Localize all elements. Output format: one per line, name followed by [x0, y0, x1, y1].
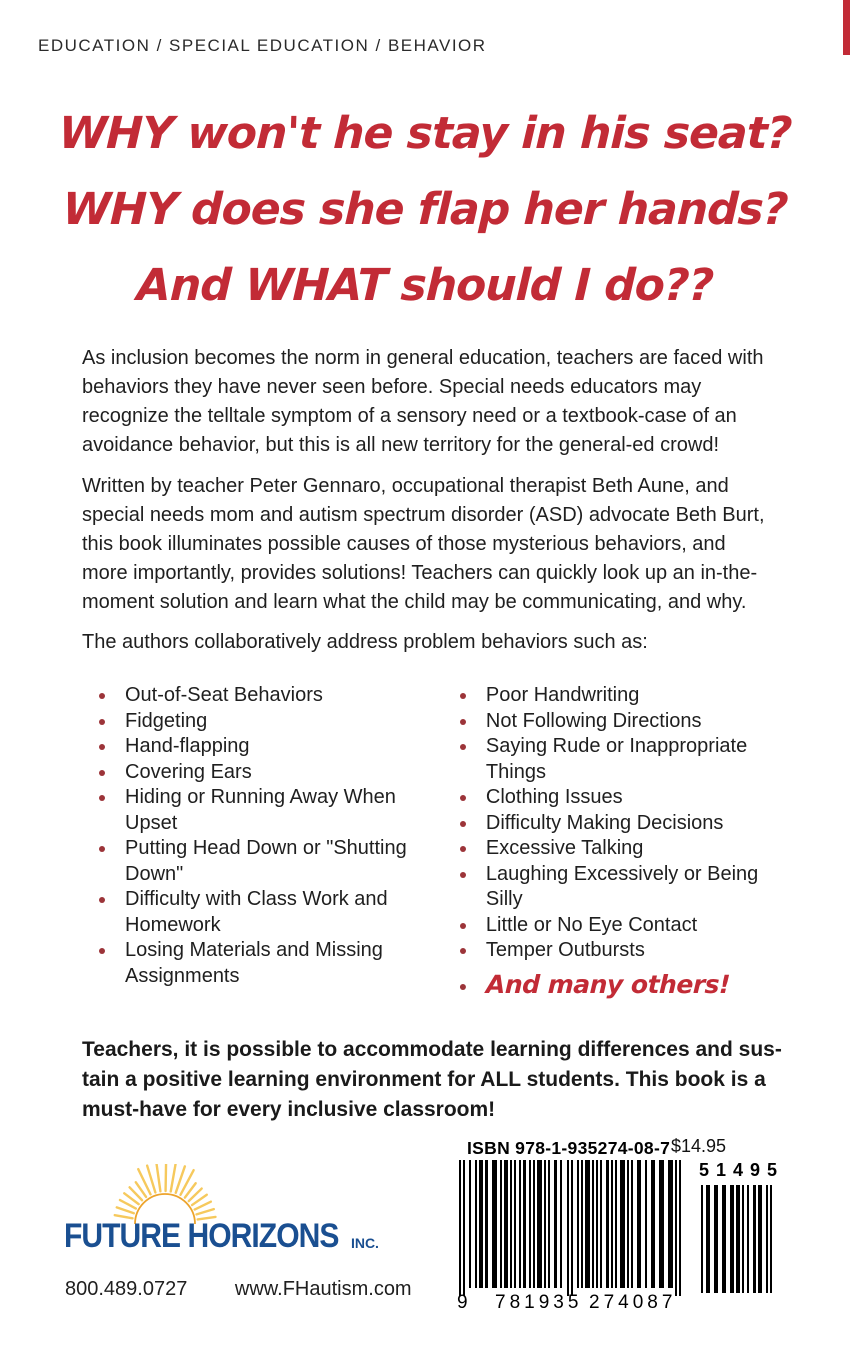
barcode-addon-icon	[699, 1185, 777, 1293]
category-line: EDUCATION / SPECIAL EDUCATION / BEHAVIOR	[38, 36, 487, 55]
website-url: www.FHautism.com	[234, 1278, 412, 1300]
bullet-item: Hiding or Running Away When Upset	[95, 785, 444, 836]
bullet-item: Out-of-Seat Behaviors	[95, 683, 444, 709]
paragraph-authors: Written by teacher Peter Gennaro, occupational therapist Beth Aune, and special needs mom and autism spectrum disorder (ASD) advocate Beth Burt, this book illuminates possible causes of those mysterious behaviors, and more importantly, provides solutions! Teachers can quickly look up an in-the-moment solution and learn what the child may be communicating, and why.	[82, 475, 765, 613]
price-label: $14.95	[671, 1136, 727, 1156]
bullet-item: Putting Head Down or "Shutting Down"	[95, 836, 444, 887]
bullet-item: Covering Ears	[95, 760, 444, 786]
headline-line-3: And WHAT should I do??	[136, 260, 714, 311]
phone-number: 800.489.0727	[65, 1278, 188, 1300]
bullet-item: Saying Rude or Inappropriate Things	[456, 734, 795, 785]
bullet-item: Excessive Talking	[456, 836, 795, 862]
barcode-digit-left: 9	[457, 1292, 472, 1313]
bullet-item: Difficulty with Class Work and Homework	[95, 887, 444, 938]
bullet-item: Not Following Directions	[456, 709, 795, 735]
headline	[0, 96, 850, 324]
bullet-item: Laughing Excessively or Being Silly	[456, 862, 795, 913]
bullet-item: Temper Outbursts	[456, 938, 795, 964]
barcode-main-icon	[455, 1160, 685, 1296]
closing-line: tain a positive learning environment for ALL students. This book is a	[82, 1068, 766, 1091]
closing-line: Teachers, it is possible to accommodate learning differences and sus-	[82, 1038, 782, 1061]
brand-row	[64, 1215, 379, 1256]
barcode-digit-mid: 781935	[495, 1292, 583, 1313]
brand-name: FUTURE HORIZONS	[64, 1215, 339, 1255]
bullet-list-left	[95, 683, 444, 989]
behavior-list-left	[95, 683, 444, 1000]
barcode-addon-digits: 51495	[699, 1160, 785, 1180]
bullet-item: Losing Materials and Missing Assignments	[95, 938, 444, 989]
bullet-item: Poor Handwriting	[456, 683, 795, 709]
barcode-addon	[699, 1160, 785, 1298]
brand-suffix: INC.	[350, 1235, 379, 1251]
closing-line: must-have for every inclusive classroom!	[82, 1098, 496, 1121]
closing-statement	[82, 1035, 792, 1125]
bullet-item: Hand-flapping	[95, 734, 444, 760]
bullet-item: Fidgeting	[95, 709, 444, 735]
bullet-item: Difficulty Making Decisions	[456, 811, 795, 837]
contact-row	[65, 1278, 412, 1301]
publisher-logo	[40, 1168, 379, 1258]
bullet-item: Little or No Eye Contact	[456, 913, 795, 939]
bullet-list-right	[456, 683, 795, 964]
barcode-block	[455, 1136, 785, 1323]
barcode-digit-right: 274087	[589, 1292, 677, 1313]
headline-line-1: WHY won't he stay in his seat?	[57, 108, 793, 159]
headline-line-2: WHY does she flap her hands?	[61, 184, 789, 235]
paragraph-list-intro: The authors collaboratively address problem behaviors such as:	[82, 631, 648, 653]
barcode-digits	[455, 1292, 685, 1316]
behavior-list-right	[456, 683, 795, 1000]
spine-accent-bar	[843, 0, 850, 55]
bullet-item: Clothing Issues	[456, 785, 795, 811]
behavior-lists	[95, 683, 795, 1000]
paragraph-inclusion: As inclusion becomes the norm in general education, teachers are faced with behaviors they have never seen before. Special needs educators may recognize the telltale symptom of a sensory need or a textbook-case of an avoidance behavior, but this is all new territory for the general-ed crowd!	[82, 347, 764, 456]
bullet-item-highlight: And many others!	[455, 970, 795, 1000]
isbn-label: ISBN 978-1-935274-08-7	[467, 1138, 671, 1158]
